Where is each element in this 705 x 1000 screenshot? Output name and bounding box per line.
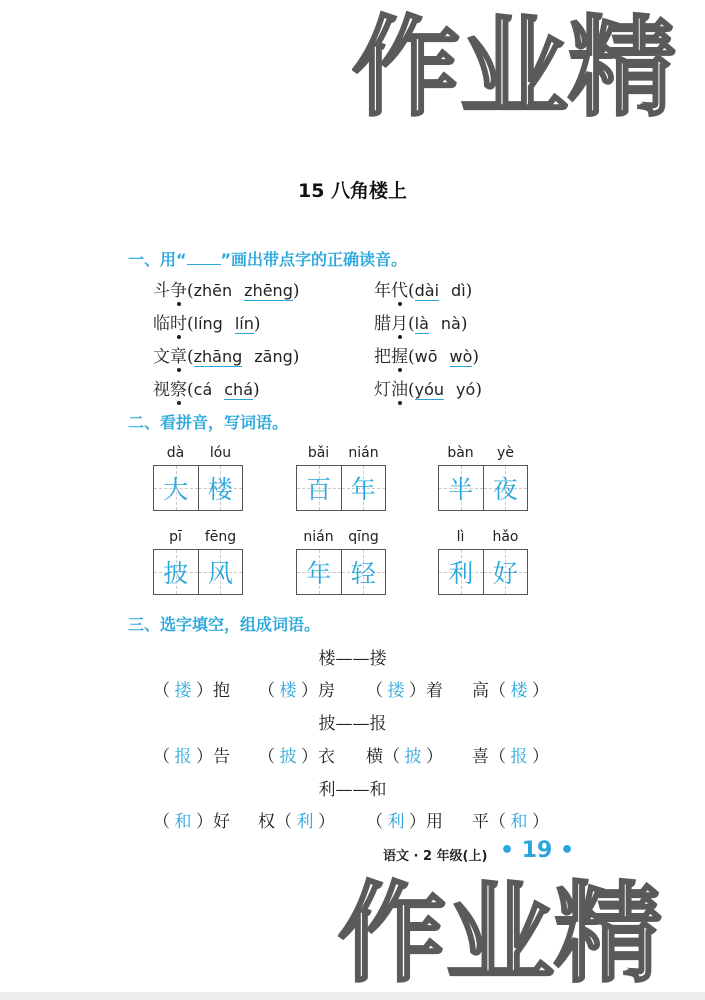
pinyin-option: cá bbox=[193, 380, 213, 399]
fill-in-item bbox=[153, 742, 230, 767]
pronunciation-item bbox=[374, 309, 467, 334]
pinyin-option: líng bbox=[193, 314, 223, 333]
fill-prefix: （ bbox=[366, 812, 383, 832]
close-paren: ) bbox=[253, 380, 260, 400]
pinyin-option: wò bbox=[449, 347, 473, 366]
character-box bbox=[198, 466, 243, 510]
word-char: 把 bbox=[374, 347, 391, 367]
dotted-word-char: 时 bbox=[170, 309, 187, 334]
dotted-word-char: 察 bbox=[170, 375, 187, 400]
pinyin-option: yó bbox=[456, 380, 476, 399]
fill-answer: 和 bbox=[174, 812, 192, 832]
fill-answer: 搂 bbox=[387, 681, 405, 701]
fill-answer: 和 bbox=[510, 812, 528, 832]
fill-suffix: ） bbox=[532, 812, 549, 832]
svg-text:作业精: 作业精 bbox=[352, 6, 677, 120]
word-char: 临 bbox=[153, 314, 170, 334]
pinyin-label: hǎo bbox=[492, 529, 519, 545]
lesson-title: 15 八角楼上 bbox=[297, 180, 408, 202]
fill-in-item bbox=[258, 742, 335, 767]
answer-character: 披 bbox=[163, 559, 189, 588]
word-char: 腊 bbox=[374, 314, 391, 334]
fill-prefix: （ bbox=[153, 747, 170, 767]
pronunciation-item bbox=[153, 375, 260, 400]
answer-character: 大 bbox=[163, 475, 189, 504]
close-paren: ) bbox=[460, 314, 468, 334]
pinyin-row bbox=[153, 529, 243, 549]
item-word bbox=[374, 281, 408, 301]
fill-prefix: 横（ bbox=[366, 747, 400, 767]
fill-answer: 搂 bbox=[174, 681, 192, 701]
fill-suffix: ） bbox=[318, 812, 335, 832]
open-paren: ( bbox=[187, 314, 194, 334]
fill-suffix: ）衣 bbox=[301, 747, 335, 767]
fill-suffix: ）着 bbox=[409, 681, 443, 701]
fill-in-item bbox=[472, 676, 549, 701]
answer-character: 百 bbox=[306, 475, 332, 504]
word-group bbox=[296, 445, 386, 511]
dotted-word-char: 章 bbox=[170, 342, 187, 367]
answer-character: 风 bbox=[207, 559, 233, 588]
fill-in-item bbox=[258, 807, 335, 832]
dotted-word-char: 油 bbox=[391, 375, 408, 400]
pinyin-row bbox=[438, 445, 528, 465]
character-box bbox=[483, 466, 528, 510]
pinyin-option: nà bbox=[440, 314, 461, 333]
character-box bbox=[341, 466, 386, 510]
fill-suffix: ）抱 bbox=[196, 681, 230, 701]
answer-character: 年 bbox=[350, 475, 376, 504]
character-box bbox=[341, 550, 386, 594]
character-grid bbox=[296, 465, 386, 511]
fill-in-item bbox=[366, 807, 443, 832]
fill-answer: 楼 bbox=[510, 681, 528, 701]
pinyin-option: lín bbox=[234, 314, 254, 333]
answer-character: 好 bbox=[492, 559, 518, 588]
fill-prefix: 平（ bbox=[472, 812, 506, 832]
section1-heading-start: 一、用“ bbox=[128, 250, 187, 269]
item-word bbox=[374, 380, 408, 400]
fill-answer: 报 bbox=[510, 747, 528, 767]
footer-subject: 语文 · 2 年级(上) bbox=[383, 849, 488, 864]
word-group bbox=[438, 529, 528, 595]
word-char: 年 bbox=[374, 281, 391, 301]
pronunciation-item bbox=[374, 276, 472, 301]
fill-suffix: ）用 bbox=[409, 812, 443, 832]
character-box bbox=[297, 466, 341, 510]
open-paren: ( bbox=[187, 380, 194, 400]
pronunciation-item bbox=[153, 276, 300, 301]
section3-heading: 三、选字填空，组成词语。 bbox=[128, 615, 321, 634]
word-char: 斗 bbox=[153, 281, 170, 301]
open-paren: ( bbox=[187, 281, 194, 301]
word-char: 灯 bbox=[374, 380, 391, 400]
character-box bbox=[439, 466, 483, 510]
fill-suffix: ）好 bbox=[196, 812, 230, 832]
word-group bbox=[296, 529, 386, 595]
open-paren: ( bbox=[408, 380, 415, 400]
close-paren: ) bbox=[292, 347, 300, 367]
pinyin-option: zhēng bbox=[244, 281, 293, 300]
fill-prefix: （ bbox=[258, 681, 275, 701]
fill-suffix: ） bbox=[532, 747, 549, 767]
bottom-bar bbox=[0, 992, 705, 1000]
item-word bbox=[153, 380, 187, 400]
item-word bbox=[374, 347, 408, 367]
section2-heading: 二、看拼音，写词语。 bbox=[128, 413, 289, 432]
fill-prefix: 喜（ bbox=[472, 747, 506, 767]
open-paren: ( bbox=[408, 281, 415, 301]
fill-in-item bbox=[472, 742, 549, 767]
watermark-top bbox=[352, 0, 705, 120]
fill-prefix: 高（ bbox=[472, 681, 506, 701]
fill-suffix: ）房 bbox=[301, 681, 335, 701]
item-word bbox=[153, 347, 187, 367]
character-pair: 楼——搂 bbox=[318, 649, 387, 669]
fill-prefix: （ bbox=[366, 681, 383, 701]
section1-heading bbox=[128, 247, 407, 270]
page-number: • 19 • bbox=[500, 838, 575, 863]
pronunciation-item bbox=[374, 342, 479, 367]
open-paren: ( bbox=[408, 314, 415, 334]
pinyin-label: bǎi bbox=[307, 445, 330, 461]
item-word bbox=[153, 281, 187, 301]
pinyin-option: wō bbox=[414, 347, 438, 366]
open-paren: ( bbox=[408, 347, 415, 367]
underline-sample bbox=[187, 250, 221, 265]
pronunciation-item bbox=[153, 342, 299, 367]
answer-character: 利 bbox=[448, 559, 474, 588]
character-box bbox=[154, 550, 198, 594]
pinyin-option: zāng bbox=[254, 347, 293, 366]
pinyin-label: lì bbox=[456, 529, 465, 545]
pinyin-label: dà bbox=[166, 445, 185, 461]
character-grid bbox=[153, 465, 243, 511]
character-box bbox=[198, 550, 243, 594]
fill-answer: 利 bbox=[296, 812, 314, 832]
character-grid bbox=[438, 465, 528, 511]
fill-answer: 报 bbox=[174, 747, 192, 767]
fill-prefix: （ bbox=[258, 747, 275, 767]
word-group bbox=[438, 445, 528, 511]
pinyin-option: zhāng bbox=[193, 347, 243, 366]
pinyin-label: pī bbox=[169, 529, 182, 545]
answer-character: 年 bbox=[306, 559, 332, 588]
pinyin-row bbox=[296, 529, 386, 549]
pinyin-option: yóu bbox=[414, 380, 445, 399]
fill-suffix: ） bbox=[426, 747, 443, 767]
watermark-bottom bbox=[338, 866, 698, 986]
pinyin-option: zhēn bbox=[193, 281, 233, 300]
word-group bbox=[153, 445, 243, 511]
word-group bbox=[153, 529, 243, 595]
dotted-word-char: 争 bbox=[170, 276, 187, 301]
answer-character: 半 bbox=[448, 475, 474, 504]
fill-answer: 披 bbox=[279, 747, 297, 767]
character-box bbox=[439, 550, 483, 594]
close-paren: ) bbox=[465, 281, 473, 301]
pinyin-option: dì bbox=[451, 281, 466, 300]
pronunciation-item bbox=[153, 309, 261, 334]
fill-answer: 利 bbox=[387, 812, 405, 832]
pinyin-label: yè bbox=[497, 445, 514, 461]
word-char: 视 bbox=[153, 380, 170, 400]
close-paren: ) bbox=[253, 314, 261, 334]
close-paren: ) bbox=[475, 380, 482, 400]
character-grid bbox=[153, 549, 243, 595]
item-word bbox=[374, 314, 408, 334]
answer-character: 楼 bbox=[207, 475, 233, 504]
fill-in-item bbox=[153, 807, 230, 832]
open-paren: ( bbox=[187, 347, 194, 367]
pinyin-row bbox=[438, 529, 528, 549]
pinyin-option: dài bbox=[414, 281, 440, 300]
fill-answer: 披 bbox=[404, 747, 422, 767]
pinyin-option: là bbox=[414, 314, 429, 333]
fill-in-item bbox=[472, 807, 549, 832]
fill-answer: 楼 bbox=[279, 681, 297, 701]
svg-text:作业精: 作业精 bbox=[338, 872, 663, 986]
dotted-word-char: 月 bbox=[391, 309, 408, 334]
character-grid bbox=[438, 549, 528, 595]
answer-character: 轻 bbox=[350, 559, 376, 588]
dotted-word-char: 握 bbox=[391, 342, 408, 367]
fill-suffix: ） bbox=[532, 681, 549, 701]
pinyin-label: fēng bbox=[204, 529, 237, 545]
pinyin-label: bàn bbox=[447, 445, 474, 461]
word-char: 文 bbox=[153, 347, 170, 367]
character-box bbox=[154, 466, 198, 510]
fill-prefix: （ bbox=[153, 681, 170, 701]
pinyin-row bbox=[153, 445, 243, 465]
fill-in-item bbox=[366, 742, 443, 767]
character-grid bbox=[296, 549, 386, 595]
pinyin-label: nián bbox=[303, 529, 334, 545]
character-pair: 利——和 bbox=[318, 780, 387, 800]
fill-prefix: （ bbox=[153, 812, 170, 832]
close-paren: ) bbox=[292, 281, 300, 301]
pronunciation-item bbox=[374, 375, 482, 400]
character-box bbox=[483, 550, 528, 594]
fill-prefix: 权（ bbox=[258, 812, 292, 832]
character-box bbox=[297, 550, 341, 594]
dotted-word-char: 代 bbox=[391, 276, 408, 301]
fill-in-item bbox=[366, 676, 443, 701]
item-word bbox=[153, 314, 187, 334]
fill-in-item bbox=[258, 676, 335, 701]
pinyin-label: lóu bbox=[209, 445, 232, 461]
close-paren: ) bbox=[472, 347, 480, 367]
pinyin-option: chá bbox=[224, 380, 253, 399]
pinyin-row bbox=[296, 445, 386, 465]
pinyin-label: qīng bbox=[348, 529, 379, 545]
character-pair: 披——报 bbox=[318, 714, 387, 734]
fill-in-item bbox=[153, 676, 230, 701]
pinyin-label: nián bbox=[348, 445, 379, 461]
answer-character: 夜 bbox=[492, 475, 518, 504]
fill-suffix: ）告 bbox=[196, 747, 230, 767]
section1-heading-end: ”画出带点字的正确读音。 bbox=[220, 250, 408, 269]
